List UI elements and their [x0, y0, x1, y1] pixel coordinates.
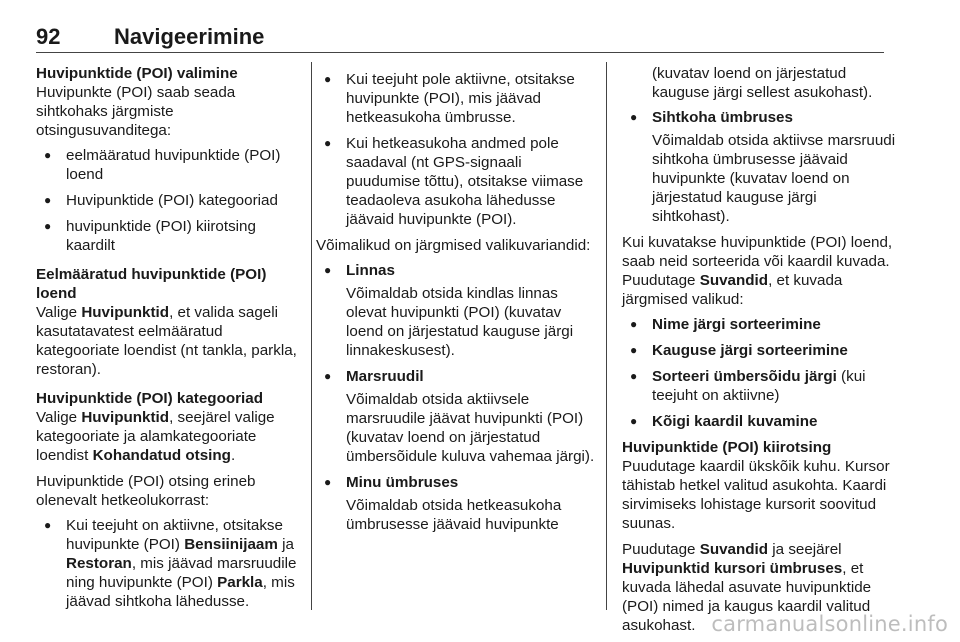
page-header — [36, 24, 886, 54]
option-item — [316, 367, 596, 466]
option-description-continued: (kuvatav loend on järjestatud kauguse järgi sellest asukohast). — [652, 65, 873, 101]
option-description: Võimaldab otsida aktiivse marsruudi sihtkoha ümbrusesse jäävaid huvipunkte (kuvatav loend on järjestatud kauguse järgi sihtkohast). — [652, 132, 896, 225]
paragraph: Puudutage kaardil ükskõik kuhu. Kursor tähistab hetkel valitud asukohta. Kaardi sirvimiseks lohistage kursorit soovitud suunas. — [622, 458, 890, 532]
option-item — [316, 261, 596, 360]
paragraph: Huvipunkte (POI) saab seada sihtkohaks järgmiste otsingusuvanditega: — [36, 84, 236, 139]
option-title: Marsruudil — [346, 368, 424, 385]
sort-option-list — [622, 315, 898, 431]
paragraph: Kui kuvatakse huvipunktide (POI) loend, saab neid sorteerida või kaardil kuvada. Puudutage Suvandid, et kuvada järgmised valikud: — [622, 234, 893, 308]
option-description: Võimaldab otsida kindlas linnas olevat huvipunkti (POI) (kuvatav loend on järjestatud kauguse järgi linnakeskusest). — [346, 285, 574, 359]
paragraph: Valige Huvipunktid, seejärel valige kategooriate ja alamkategooriate loendist Kohandatud otsing. — [36, 409, 275, 464]
header-rule — [36, 52, 884, 53]
list-item: ● Sorteeri ümbersõidu järgi (kui teejuht on aktiivne) — [622, 367, 898, 405]
section-heading: Huvipunktide (POI) kategooriad — [36, 390, 263, 407]
column-1 — [36, 64, 304, 611]
list-item: ● Nime järgi sorteerimine — [622, 315, 898, 334]
list-item: ● Kui teejuht on aktiivne, otsitakse huvipunkte (POI) Bensiinijaam ja Restoran, mis jäävad marsruudile ning huvipunkte (POI) Parkla, mis jäävad sihtkoha lähedusse. — [36, 516, 304, 611]
page-title: Navigeerimine — [114, 24, 265, 49]
section-heading: Huvipunktide (POI) valimine — [36, 65, 238, 82]
list-item: ● eelmääratud huvipunktide (POI) loend — [36, 146, 304, 184]
list-item: ● Huvipunktide (POI) kategooriad — [36, 191, 304, 210]
option-title: Linnas — [346, 262, 395, 279]
list-item: ● Kui hetkeasukoha andmed pole saadaval (nt GPS-signaali puudumise tõttu), otsitakse viimase teadaoleva asukoha lähedusse jäävaid huvipunkte (POI). — [316, 134, 596, 229]
option-description: Võimaldab otsida hetkeasukoha ümbrusesse jäävaid huvipunkte — [346, 497, 562, 533]
bullet-list — [36, 516, 304, 611]
paragraph: Huvipunktide (POI) otsing erineb olenevalt hetkeolukorrast: — [36, 473, 256, 509]
option-list — [622, 108, 898, 226]
paragraph: Puudutage Suvandid ja seejärel Huvipunktid kursori ümbruses, et kuvada lähedal asuvate huvipunktide (POI) nimed ja kaugus kaardil valitud asukohast. — [622, 541, 872, 634]
option-title: Sihtkoha ümbruses — [652, 109, 793, 126]
page-number: 92 — [36, 24, 61, 49]
option-list — [316, 261, 596, 534]
paragraph: Valige Huvipunktid, et valida sageli kasutatavatest eelmääratud kategooriate loendist (nt tankla, parkla, restoran). — [36, 304, 297, 378]
list-item: ● Kui teejuht pole aktiivne, otsitakse huvipunkte (POI), mis jäävad hetkeasukoha ümbrusse. — [316, 70, 596, 127]
section-heading: Eelmääratud huvipunktide (POI) loend — [36, 266, 267, 302]
column-divider-2 — [606, 62, 607, 610]
option-description: Võimaldab otsida aktiivsele marsruudile jäävat huvipunkti (POI) (kuvatav loend on järjestatud ümbersõidule kuluva vahemaa järgi). — [346, 391, 595, 465]
column-2 — [316, 64, 596, 534]
column-3 — [622, 64, 898, 635]
bullet-list — [316, 70, 596, 229]
option-item — [622, 108, 898, 226]
option-item — [316, 473, 596, 534]
column-divider-1 — [311, 62, 312, 610]
section-heading: Huvipunktide (POI) kiirotsing — [622, 439, 832, 456]
list-item: ● Kauguse järgi sorteerimine — [622, 341, 898, 360]
bullet-list — [36, 146, 304, 255]
paragraph: Võimalikud on järgmised valikuvariandid: — [316, 237, 591, 254]
list-item: ● Kõigi kaardil kuvamine — [622, 412, 898, 431]
list-item: ● huvipunktide (POI) kiirotsing kaardilt — [36, 217, 304, 255]
watermark: carmanualsonline.info — [711, 612, 948, 636]
option-title: Minu ümbruses — [346, 474, 459, 491]
